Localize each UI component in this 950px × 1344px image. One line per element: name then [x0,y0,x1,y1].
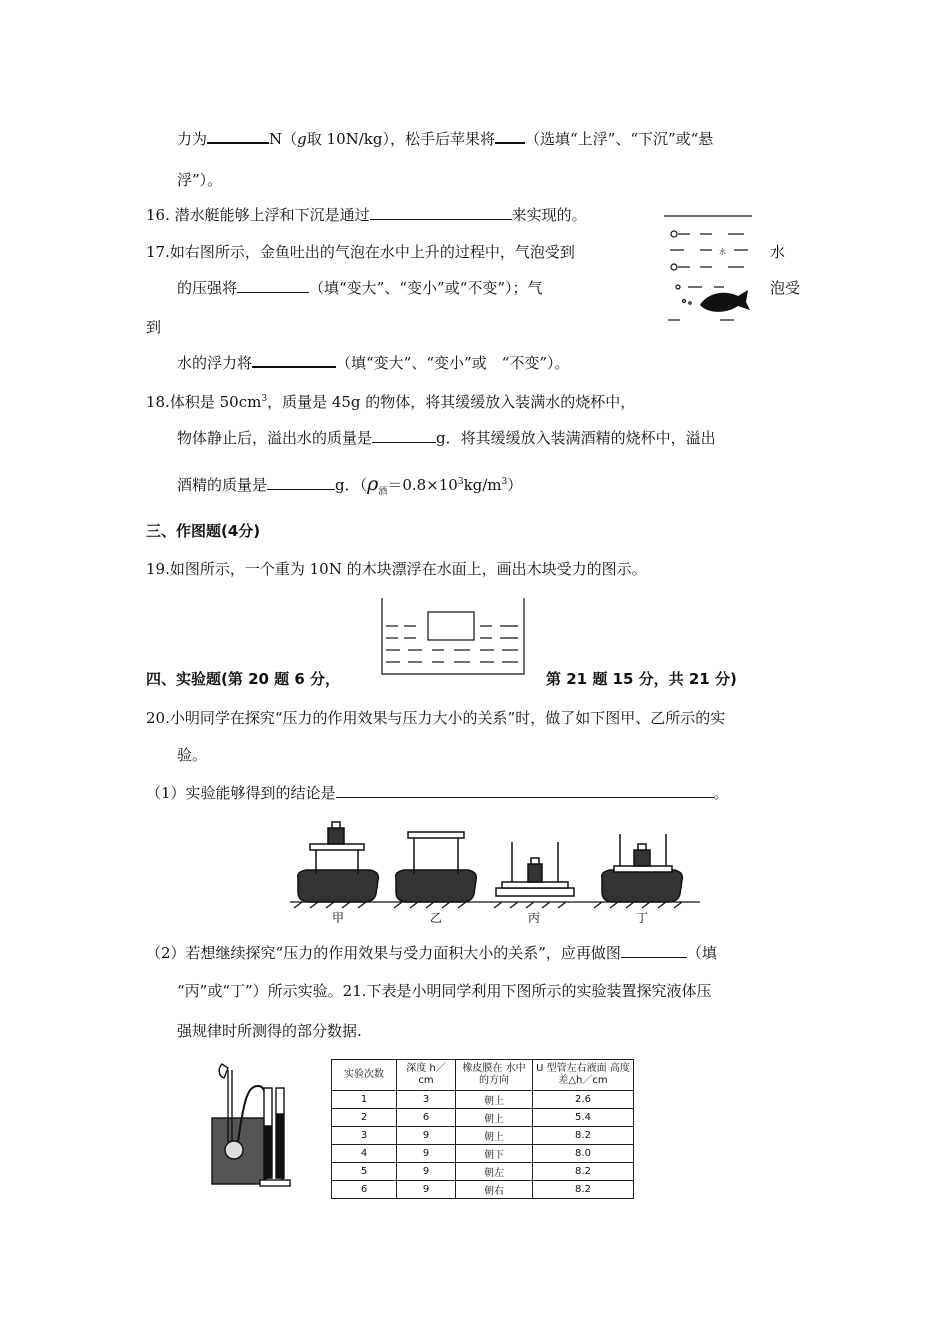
figure-water-label: 水 [719,248,726,256]
q18-line1: 18.体积是 $50cm^3$，质量是 45g 的物体，将其缓缓放入装满水的烧杯中， [146,393,636,411]
goldfish-bubbles-figure [660,210,760,325]
experiment-bing [496,842,574,896]
q20-line2: 验。 [177,746,208,764]
label-bing: 丙 [528,911,541,925]
q20-part2-line3: 强规律时所测得的部分数据. [177,1022,362,1040]
q17-line1-right: 水 [770,243,786,261]
goldfish-icon [700,290,750,312]
col-height-diff: U 型管左右液面 高度差△h／cm [533,1060,634,1091]
q18-line2: 物体静止后，溢出水的质量是 g．将其缓缓放入装满酒精的烧杯中，溢出 [177,429,716,447]
q17-blank-buoyancy[interactable] [252,352,336,368]
q17-line2: 的压强将 （填“变大”、“变小”或“不变”）；气 [177,279,543,297]
u-tube-apparatus-figure [208,1058,312,1190]
table-row: 1 3 朝上 2.6 [332,1091,634,1109]
q20-part2-line1: （2）若想继续探究“压力的作用效果与受力面积大小的关系”，应再做图 （填 [146,944,717,962]
q20-part2-line2: “丙”或“丁”）所示实验。21.下表是小明同学利用下图所示的实验装置探究液体压 [177,982,712,1000]
q17-blank-pressure[interactable] [237,278,309,293]
q20-blank-figure[interactable] [621,943,687,958]
label-jia: 甲 [332,911,345,925]
q17-line4: 水的浮力将 （填“变大”、“变小”或 “不变”）。 [177,354,570,372]
q19: 19.如图所示，一个重为 10N 的木块漂浮在水面上，画出木块受力的图示。 [146,560,647,578]
experiment-yi [396,832,477,902]
label-ding: 丁 [636,911,649,925]
q17-line3: 到 [146,318,162,336]
q20-line1: 20.小明同学在探究“压力的作用效果与压力大小的关系”时，做了如下图甲、乙所示的实 [146,709,726,727]
q18-line3: 酒精的质量是 g．$(\rho_酒=0.8\times 10^3kg/m^3)$ [177,473,523,497]
experiment-ding [602,834,683,902]
q18-blank-water[interactable] [372,428,436,443]
q18-blank-alcohol[interactable] [267,475,335,490]
col-depth: 深度 h／cm [397,1060,456,1091]
table-row: 3 9 朝上 8.2 [332,1127,634,1145]
q16-blank[interactable] [370,205,512,220]
q17-line2-right: 泡受 [770,279,801,297]
table-row: 4 9 朝下 8.0 [332,1145,634,1163]
section-3-title: 三、作图题(4分) [146,522,261,540]
q15-line2: 浮”）。 [177,171,223,189]
q17-line1: 17.如右图所示，金鱼吐出的气泡在水中上升的过程中，气泡受到 [146,243,575,261]
section-4-title-b: 第 21 题 15 分，共 21 分) [546,670,737,688]
q20-part1: （1）实验能够得到的结论是 。 [146,784,729,802]
table-row: 5 9 朝左 8.2 [332,1163,634,1181]
pressure-experiment-figure [290,820,700,926]
table-header-row [332,1060,634,1091]
q20-blank-conclusion[interactable] [336,783,714,798]
col-trial: 实验次数 [332,1060,397,1091]
label-yi: 乙 [430,911,443,925]
q15-blank-state[interactable] [495,128,525,144]
floating-block-figure [378,596,530,678]
q15-blank-force[interactable] [207,128,269,144]
q15-line1: 力为 N（g取 10N/kg），松手后苹果将 （选填“上浮”、“下沉”或“悬 [177,130,714,148]
section-4-title-a: 四、实验题(第 20 题 6 分， [146,670,341,688]
liquid-pressure-table [331,1059,634,1199]
table-row: 2 6 朝上 5.4 [332,1109,634,1127]
col-direction: 橡皮膜在 水中的方向 [456,1060,533,1091]
q16: 16. 潜水艇能够上浮和下沉是通过 来实现的。 [146,206,587,224]
experiment-jia [298,822,379,902]
table-row: 6 9 朝右 8.2 [332,1181,634,1199]
